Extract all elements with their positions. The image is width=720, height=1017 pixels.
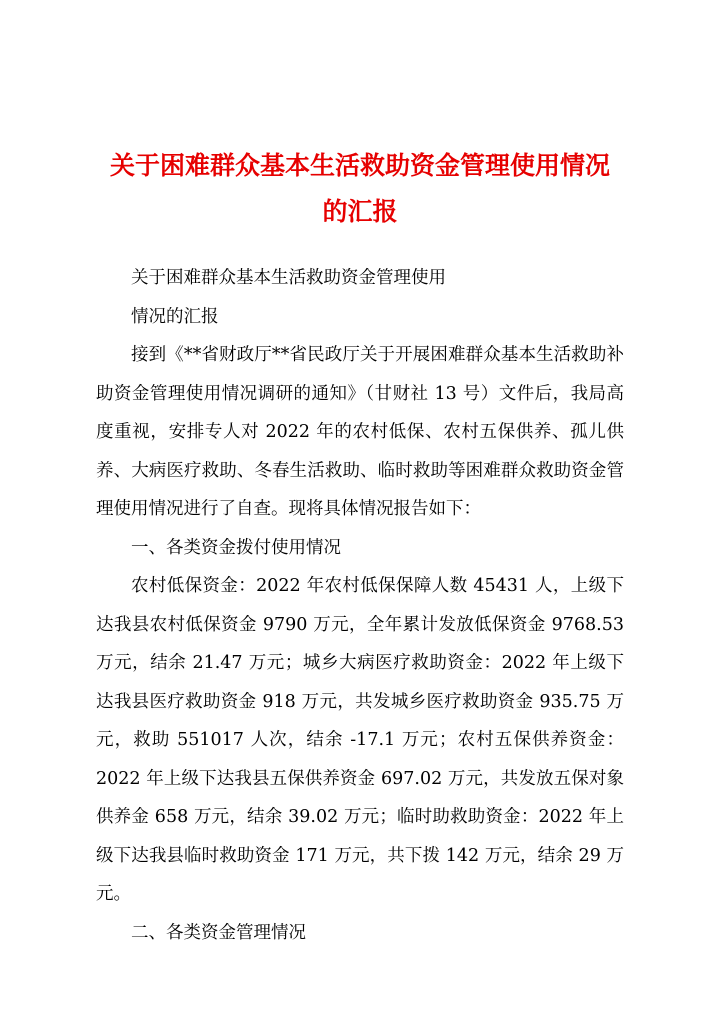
- section-heading: 一、各类资金拨付使用情况: [131, 537, 341, 558]
- subtitle-line: 关于困难群众基本生活救助资金管理使用: [131, 268, 446, 288]
- paragraph: 接到《**省财政厅**省民政厅关于开展困难群众基本生活救助补助资金管理使用情况调研的通知》（甘财社 13 号）文件后，我局高度重视，安排专人对 2022 年的农村低保、农村五保供养、孤儿供养、大病医疗救助、冬春生活救助、临时救助等困难群众救助资金管理使用情况进行了自查。现将具体情况报告如下：: [96, 345, 624, 519]
- subtitle-line: 情况的汇报: [131, 306, 219, 327]
- section-heading: 二、各类资金管理情况: [131, 922, 306, 943]
- paragraph: 农村低保资金：2022 年农村低保保障人数 45431 人，上级下达我县农村低保资金 9790 万元，全年累计发放低保资金 9768.53 万元，结余 21.47 万元；城乡大病医疗救助资金：2022 年上级下达我县医疗救助资金 918 万元，共发城乡医疗救助资金 935.75 万元，救助 551017 人次，结余 -17.1 万元；农村五保供养资金：2022 年上级下达我县五保供养资金 697.02 万元，共发放五保对象供养金 658 万元，结余 39.02 万元；临时助救助资金：2022 年上级下达我县临时救助资金 171 万元，共下拨 142 万元，结余 29 万元。: [96, 576, 624, 904]
- document-body: [96, 259, 624, 952]
- document-title-line1: 关于困难群众基本生活救助资金管理使用情况: [109, 151, 610, 180]
- document-title: [96, 143, 624, 235]
- document-title-line2: 的汇报: [322, 197, 398, 226]
